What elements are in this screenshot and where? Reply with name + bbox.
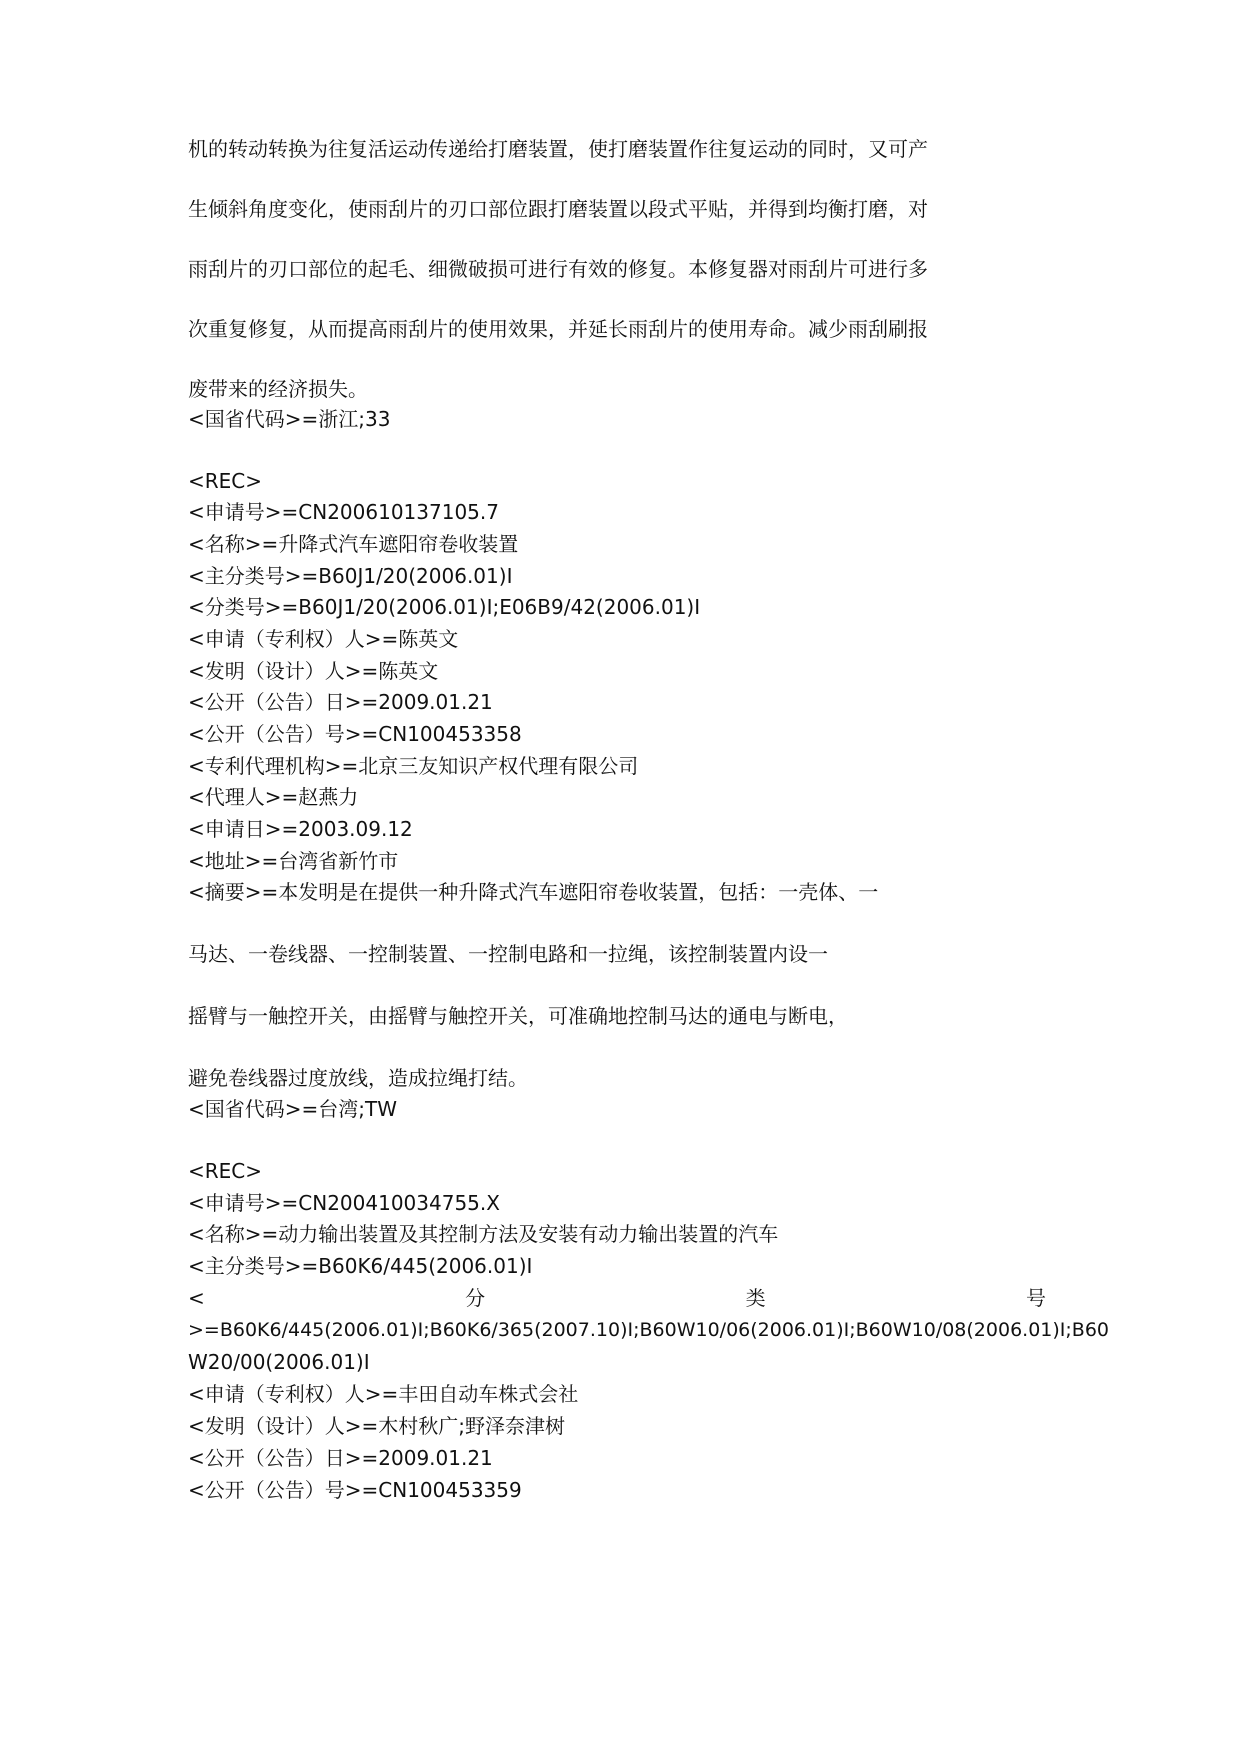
record-field: <公开（公告）号>=CN100453358 [188, 722, 522, 746]
text-line: 摇臂与一触控开关，由摇臂与触控开关，可准确地控制马达的通电与断电， [188, 1004, 848, 1028]
record-field: <地址>=台湾省新竹市 [188, 849, 399, 873]
record-field: W20/00(2006.01)I [188, 1350, 370, 1374]
record-field: <发明（设计）人>=木村秋广;野泽奈津树 [188, 1414, 566, 1438]
justified-field-label [188, 1285, 1046, 1311]
record-field: <发明（设计）人>=陈英文 [188, 659, 439, 683]
record-field: <主分类号>=B60J1/20(2006.01)I [188, 564, 513, 588]
record-field: <申请号>=CN200610137105.7 [188, 500, 499, 524]
record-field: <摘要>=本发明是在提供一种升降式汽车遮阳帘卷收装置，包括：一壳体、一 [188, 880, 879, 904]
text-line: 次重复修复，从而提高雨刮片的使用效果，并延长雨刮片的使用寿命。减少雨刮刷报 [188, 317, 928, 341]
record-field: <申请（专利权）人>=丰田自动车株式会社 [188, 1382, 579, 1406]
spread-char: 类 [745, 1286, 766, 1310]
spread-char: < [188, 1286, 205, 1310]
record-marker: <REC> [188, 1159, 263, 1183]
record-field: <申请日>=2003.09.12 [188, 817, 413, 841]
text-line: 机的转动转换为往复活运动传递给打磨装置，使打磨装置作往复运动的同时，又可产 [188, 137, 928, 161]
record-marker: <REC> [188, 469, 263, 493]
text-line: 马达、一卷线器、一控制装置、一控制电路和一拉绳，该控制装置内设一 [188, 942, 828, 966]
record-field: <国省代码>=台湾;TW [188, 1097, 398, 1121]
record-field: <申请号>=CN200410034755.X [188, 1191, 500, 1215]
record-field: <公开（公告）号>=CN100453359 [188, 1478, 522, 1502]
record-field: <主分类号>=B60K6/445(2006.01)I [188, 1254, 533, 1278]
spread-char: 分 [465, 1286, 486, 1310]
spread-char: 号 [1025, 1286, 1046, 1310]
record-field: <代理人>=赵燕力 [188, 785, 359, 809]
record-field: <分类号>=B60J1/20(2006.01)I;E06B9/42(2006.01)I [188, 595, 701, 619]
record-field: <申请（专利权）人>=陈英文 [188, 627, 459, 651]
text-line: 避免卷线器过度放线，造成拉绳打结。 [188, 1066, 528, 1090]
record-field: >=B60K6/445(2006.01)I;B60K6/365(2007.10)I;B60W10/06(2006.01)I;B60W10/08(2006.01)I;B60 [188, 1319, 1110, 1341]
record-field: <名称>=动力输出装置及其控制方法及安装有动力输出装置的汽车 [188, 1222, 779, 1246]
record-field: <国省代码>=浙江;33 [188, 407, 391, 431]
text-line: 废带来的经济损失。 [188, 377, 368, 401]
record-field: <公开（公告）日>=2009.01.21 [188, 690, 493, 714]
text-line: 雨刮片的刃口部位的起毛、细微破损可进行有效的修复。本修复器对雨刮片可进行多 [188, 257, 928, 281]
record-field: <名称>=升降式汽车遮阳帘卷收装置 [188, 532, 519, 556]
record-field: <专利代理机构>=北京三友知识产权代理有限公司 [188, 754, 639, 778]
record-field: <公开（公告）日>=2009.01.21 [188, 1446, 493, 1470]
text-line: 生倾斜角度变化，使雨刮片的刃口部位跟打磨装置以段式平贴，并得到均衡打磨，对 [188, 197, 928, 221]
